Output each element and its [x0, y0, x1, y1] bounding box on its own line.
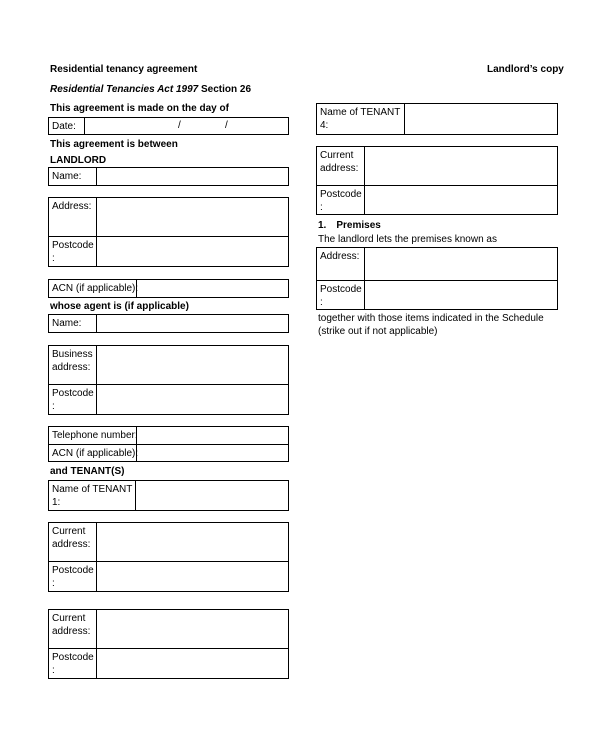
landlord-name-box [48, 167, 289, 186]
landlord-address-box [48, 197, 289, 267]
tenant4-postcode-field[interactable] [365, 186, 557, 214]
premises-heading [318, 220, 381, 232]
tenant4-name-box [316, 103, 558, 135]
tenant1-current-address-field[interactable] [97, 523, 288, 561]
agent-telephone-label: Telephone number: [49, 427, 137, 444]
tenant-postcode-field-2[interactable] [97, 649, 288, 678]
tenant-current-address-label-2: Current address: [49, 610, 97, 648]
premises-title: Premises [336, 220, 381, 231]
tenant-address-box-2 [48, 609, 289, 679]
agent-business-address-label: Business address: [49, 346, 97, 384]
premises-note-line2: (strike out if not applicable) [318, 326, 438, 337]
premises-postcode-label: Postcode : [317, 281, 365, 309]
date-field[interactable] [85, 118, 288, 134]
agent-address-box [48, 345, 289, 415]
premises-note-line1: together with those items indicated in the Schedule [318, 313, 544, 324]
act-reference [50, 84, 251, 96]
landlord-postcode-field[interactable] [97, 237, 288, 266]
date-separator-2: / [225, 120, 228, 131]
between-label: This agreement is between [50, 139, 178, 150]
agent-acn-field[interactable] [137, 445, 288, 461]
tenant4-name-label: Name of TENANT 4: [317, 104, 405, 134]
tenant4-current-address-label: Current address: [317, 147, 365, 185]
act-name: Residential Tenancies Act 1997 [50, 84, 199, 95]
tenant1-current-address-label: Current address: [49, 523, 97, 561]
landlord-postcode-label: Postcode : [49, 237, 97, 266]
premises-postcode-field[interactable] [365, 281, 557, 309]
date-box [48, 117, 289, 135]
agent-postcode-label: Postcode : [49, 385, 97, 414]
agent-telephone-field[interactable] [137, 427, 288, 444]
agent-name-label: Name: [49, 315, 97, 332]
landlord-heading: LANDLORD [50, 155, 107, 166]
date-separator-1: / [178, 120, 181, 131]
tenant1-postcode-label: Postcode : [49, 562, 97, 591]
tenant4-name-field[interactable] [405, 104, 557, 134]
agent-business-address-field[interactable] [97, 346, 288, 384]
agent-contact-box [48, 426, 289, 462]
premises-intro: The landlord lets the premises known as [318, 234, 497, 245]
tenant1-name-label: Name of TENANT 1: [49, 481, 136, 510]
tenant1-address-box [48, 522, 289, 592]
agent-name-field[interactable] [97, 315, 288, 332]
agent-acn-label: ACN (if applicable): [49, 445, 137, 461]
landlord-acn-box [48, 279, 289, 298]
tenant4-current-address-field[interactable] [365, 147, 557, 185]
made-on-label: This agreement is made on the day of [50, 103, 229, 114]
copy-label: Landlord’s copy [487, 64, 564, 75]
premises-address-label: Address: [317, 248, 365, 280]
landlord-acn-field[interactable] [137, 280, 288, 297]
tenant1-name-field[interactable] [136, 481, 288, 510]
tenant4-postcode-label: Postcode : [317, 186, 365, 214]
landlord-acn-label: ACN (if applicable): [49, 280, 137, 297]
tenants-heading: and TENANT(S) [50, 466, 125, 477]
landlord-address-label: Address: [49, 198, 97, 236]
tenant1-name-box [48, 480, 289, 511]
tenant4-address-box [316, 146, 558, 215]
landlord-name-label: Name: [49, 168, 97, 185]
agent-name-box [48, 314, 289, 333]
date-label: Date: [49, 118, 85, 134]
agent-postcode-field[interactable] [97, 385, 288, 414]
premises-number: 1. [318, 220, 327, 231]
tenant-postcode-label-2: Postcode : [49, 649, 97, 678]
tenant-current-address-field-2[interactable] [97, 610, 288, 648]
premises-address-box [316, 247, 558, 310]
premises-address-field[interactable] [365, 248, 557, 280]
document-title: Residential tenancy agreement [50, 64, 198, 75]
tenant1-postcode-field[interactable] [97, 562, 288, 591]
landlord-name-field[interactable] [97, 168, 288, 185]
act-section: Section 26 [198, 84, 252, 95]
landlord-address-field[interactable] [97, 198, 288, 236]
agent-heading: whose agent is (if applicable) [50, 301, 189, 312]
